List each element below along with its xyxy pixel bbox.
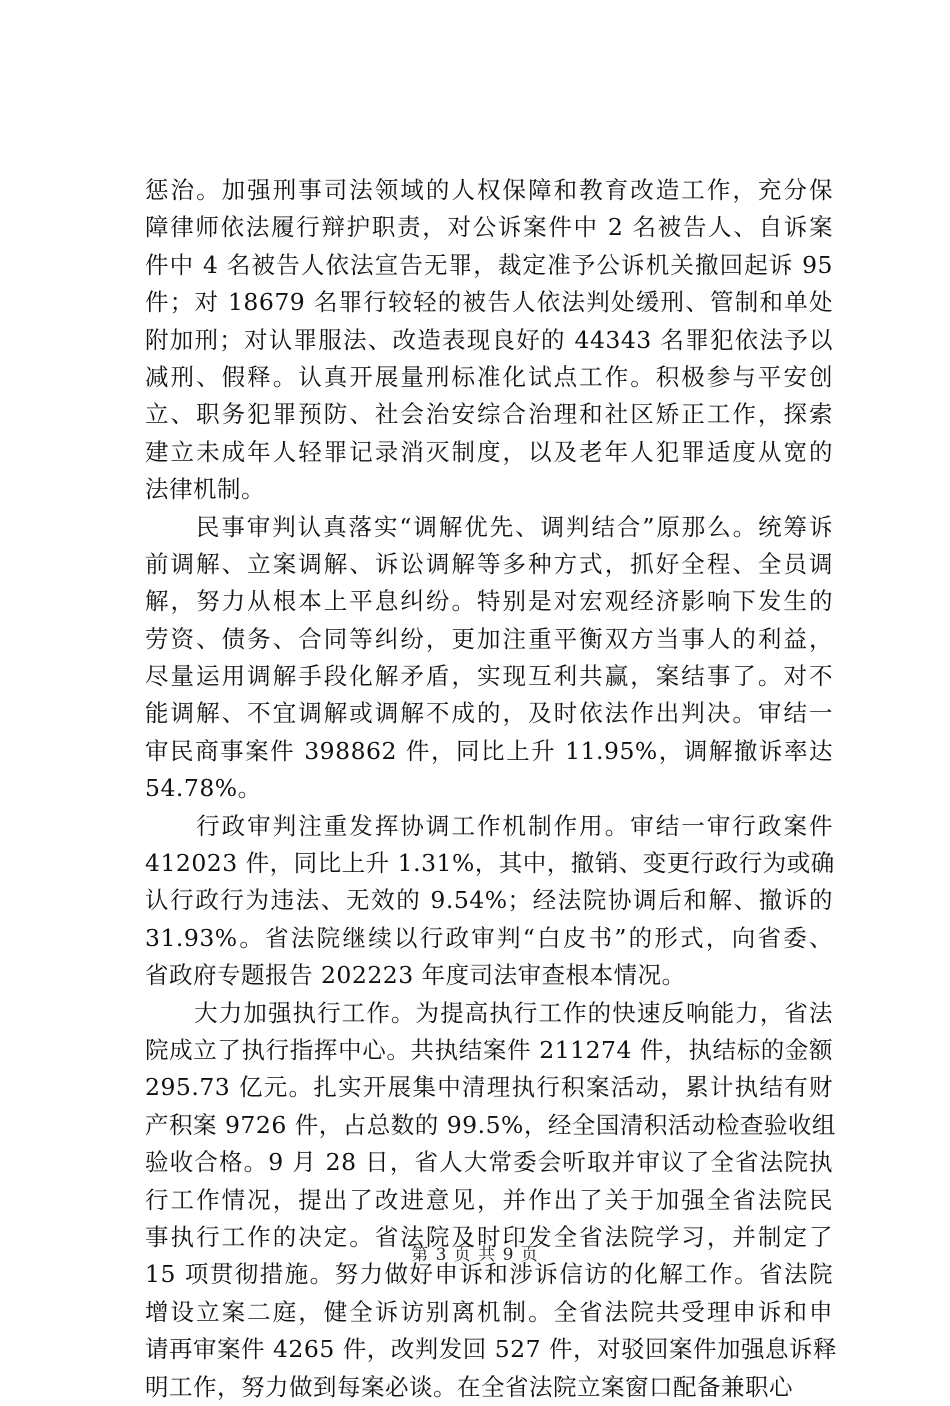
text-line: 法律机制。 <box>145 475 265 504</box>
text-line: 能调解、不宜调解或调解不成的，及时依法作出判决。审结一 <box>145 699 833 728</box>
text-line: 院成立了执行指挥中心。共执结案件 211274 件，执结标的金额 <box>145 1035 833 1064</box>
text-line: 附加刑；对认罪服法、改造表现良好的 44343 名罪犯依法予以 <box>145 325 833 354</box>
text-line: 审民商事案件 398862 件，同比上升 11.95%，调解撤诉率达 <box>145 736 833 765</box>
text-line: 产积案 9726 件，占总数的 99.5%，经全国清积活动检查验收组 <box>145 1110 836 1139</box>
text-line: 验收合格。9 月 28 日，省人大常委会听取并审议了全省法院执 <box>145 1148 833 1177</box>
text-line: 明工作，努力做到每案必谈。在全省法院立案窗口配备兼职心 <box>145 1372 793 1401</box>
text-line: 事执行工作的决定。省法院及时印发全省法院学习，并制定了 <box>145 1222 833 1251</box>
paragraph <box>145 172 833 509</box>
paragraph <box>145 995 838 1406</box>
text-line: 行政审判注重发挥协调工作机制作用。审结一审行政案件 <box>145 811 833 840</box>
text-line: 31.93%。省法院继续以行政审判“白皮书”的形式，向省委、 <box>145 923 833 952</box>
text-line: 件；对 18679 名罪行较轻的被告人依法判处缓刑、管制和单处 <box>145 288 833 317</box>
text-line: 认行政行为违法、无效的 9.54%；经法院协调后和解、撤诉的 <box>145 886 833 915</box>
text-line: 行工作情况，提出了改进意见，并作出了关于加强全省法院民 <box>145 1185 833 1214</box>
text-line: 尽量运用调解手段化解矛盾，实现互利共赢，案结事了。对不 <box>145 662 833 691</box>
text-line: 增设立案二庭，健全诉访别离机制。全省法院共受理申诉和申 <box>145 1297 833 1326</box>
text-line: 请再审案件 4265 件，改判发回 527 件，对驳回案件加强息诉释 <box>145 1335 838 1364</box>
paragraph <box>145 808 833 995</box>
text-line: 障律师依法履行辩护职责，对公诉案件中 2 名被告人、自诉案 <box>145 213 833 242</box>
text-line: 295.73 亿元。扎实开展集中清理执行积案活动，累计执结有财 <box>145 1073 833 1102</box>
text-line: 立、职务犯罪预防、社会治安综合治理和社区矫正工作，探索 <box>145 400 833 429</box>
text-line: 412023 件，同比上升 1.31%，其中，撤销、变更行政行为或确 <box>145 849 835 878</box>
text-line: 惩治。加强刑事司法领域的人权保障和教育改造工作，充分保 <box>145 176 833 204</box>
document-body <box>145 172 838 1406</box>
text-line: 解，努力从根本上平息纠纷。特别是对宏观经济影响下发生的 <box>145 587 833 616</box>
text-line: 省政府专题报告 202223 年度司法审查根本情况。 <box>145 961 686 990</box>
page-footer: 第 3 页 共 9 页 <box>411 1245 539 1265</box>
text-line: 民事审判认真落实“调解优先、调判结合”原那么。统筹诉 <box>145 512 833 541</box>
text-line: 15 项贯彻措施。努力做好申诉和涉诉信访的化解工作。省法院 <box>145 1260 833 1289</box>
text-line: 前调解、立案调解、诉讼调解等多种方式，抓好全程、全员调 <box>145 549 833 578</box>
text-line: 件中 4 名被告人依法宣告无罪，裁定准予公诉机关撤回起诉 95 <box>145 250 833 279</box>
text-line: 建立未成年人轻罪记录消灭制度，以及老年人犯罪适度从宽的 <box>145 437 833 466</box>
text-line: 减刑、假释。认真开展量刑标准化试点工作。积极参与平安创 <box>145 362 833 391</box>
text-line: 劳资、债务、合同等纠纷，更加注重平衡双方当事人的利益， <box>145 624 833 653</box>
paragraph <box>145 509 833 808</box>
text-line: 54.78%。 <box>145 774 262 803</box>
text-line: 大力加强执行工作。为提高执行工作的快速反响能力，省法 <box>145 998 833 1027</box>
